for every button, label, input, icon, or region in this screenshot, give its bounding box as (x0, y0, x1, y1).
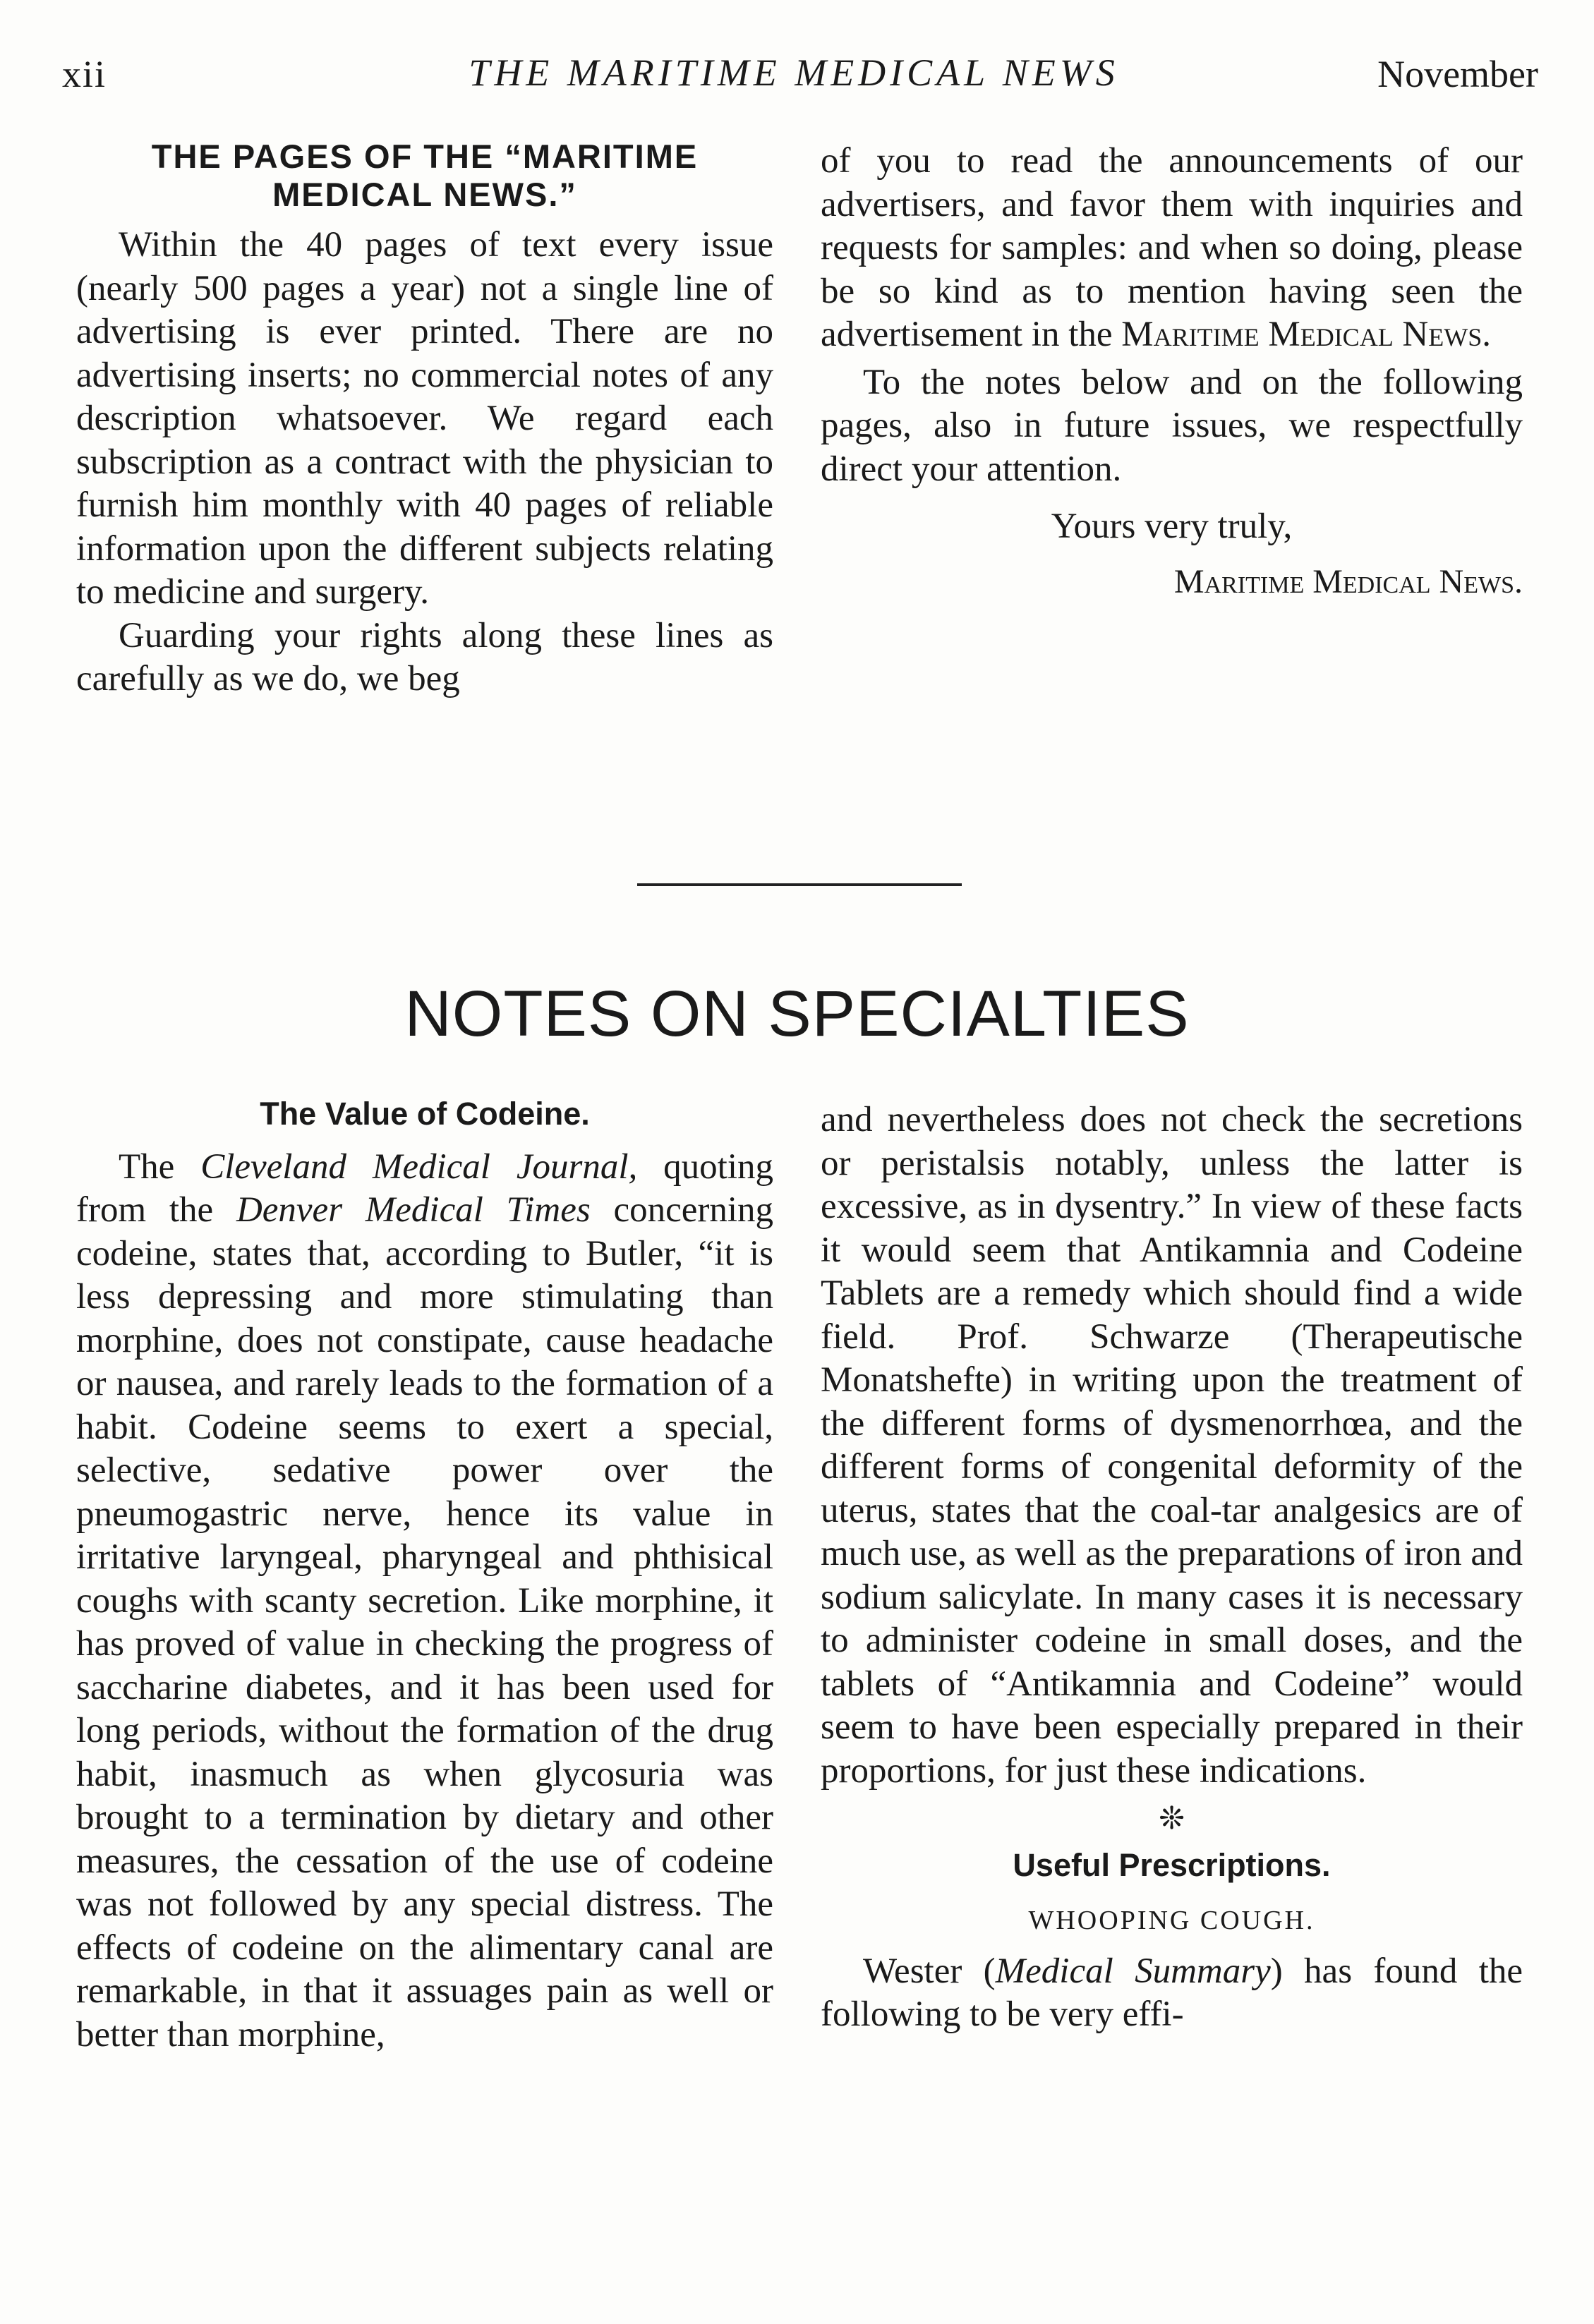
article-heading-prescriptions: Useful Prescriptions. (1013, 1846, 1331, 1883)
notice-left-column (76, 138, 773, 701)
article-right-column (821, 1099, 1523, 2037)
notice-signature: Maritime Medical News. (1173, 562, 1523, 600)
notice-paragraph-3: To the notes below and on the following pages, also in future issues, we respectfully direct your attention. (821, 362, 1523, 489)
section-title: NOTES ON SPECIALTIES (404, 978, 1190, 1050)
issue-month: November (1377, 53, 1538, 95)
notice-closing: Yours very truly, (1051, 507, 1293, 546)
codeine-paragraph (76, 1146, 773, 2057)
section-divider (637, 883, 962, 886)
notice-right-column (821, 140, 1523, 603)
notice-paragraph-1: Within the 40 pages of text every issue (nearly 500 pages a year) not a single line of advertising is ever printed. There are no advertising inserts; no commercial notes of any description whatsoever. We regard each subscription as a contract with the physician to furnish him monthly with 40 pages of reliable information upon the different subjects relating to medicine and surgery. (76, 225, 773, 612)
subheading-whooping-cough: WHOOPING COUGH. (1028, 1906, 1315, 1935)
codeine-paragraph-continued: and nevertheless does not check the secretions or peristalsis notably, unless the latter is excessive, as in dysentry.” In view of these facts it would seem that Antikamnia and Codeine Tablets are a remedy which should find a wide field. Prof. Schwarze (Therapeutische Monatshefte) in writing upon the treatment of the different forms of dysmenorrhœa, and the different forms of congenital deformity of the uterus, states that the coal-tar analgesics are of much use, as well as the preparations of iron and sodium salicylate. In many cases it is necessary to administer codeine in small doses, and the tablets of “Antikamnia and Codeine” would seem to have been especially prepared in their proportions, for just these indications. (821, 1100, 1523, 1791)
notice-heading: THE PAGES OF THE “MARITIME MEDICAL NEWS.” (151, 138, 699, 213)
page-number: xii (62, 53, 107, 95)
notice-text: of you to read the announcements of our advertisers, and favor them with inquiries and requests for samples: and when so doing, please be so kind as to mention having seen the advertisement in the (821, 141, 1523, 354)
prescriptions-text: Wester ( (863, 1951, 996, 1991)
codeine-text: The (119, 1146, 201, 1187)
codeine-text: quoting from the (76, 1146, 773, 1230)
prescriptions-paragraph (821, 1950, 1523, 2037)
codeine-text: concerning codeine, states that, according to Butler, “it is less depressing and more stimulating than morphine, does not constipate, cause headache or nausea, and rarely leads to the formation of a habit. Codeine seems to exert a special, selective, sedative power over the pneumogastric nerve, hence its value in irritative laryngeal, pharyngeal and phthisical coughs with scanty secretion. Like morphine, it has proved of value in checking the progress of saccharine diabetes, and it has been used for long periods, without the formation of the drug habit, inasmuch as when glycosuria was brought to a termination by dietary and other measures, the cessation of the use of codeine was not followed by any special distress. The effects of codeine on the alimentary canal are remarkable, in that it assuages pain as well or better than morphine, (76, 1190, 774, 2054)
notice-paragraph-2-continued (821, 140, 1523, 357)
running-head (49, 49, 1538, 106)
journal-name: Maritime Medical News (1121, 315, 1483, 354)
prescriptions-text: ) has found the following to be very effi- (821, 1951, 1523, 2034)
asterism-divider: ❊ (1159, 1801, 1185, 1836)
article-heading-codeine: The Value of Codeine. (260, 1096, 590, 1132)
source-journal-cleveland: Cleveland Medical Journal, (200, 1146, 638, 1187)
source-journal-denver: Denver Medical Times (236, 1190, 591, 1230)
article-left-column (76, 1092, 773, 2057)
source-journal-medical-summary: Medical Summary (995, 1951, 1271, 1991)
notice-paragraph-2: Guarding your rights along these lines as carefully as we do, we beg (76, 615, 773, 698)
journal-title: THE MARITIME MEDICAL NEWS (469, 52, 1119, 94)
notice-text-end: . (1482, 315, 1491, 354)
